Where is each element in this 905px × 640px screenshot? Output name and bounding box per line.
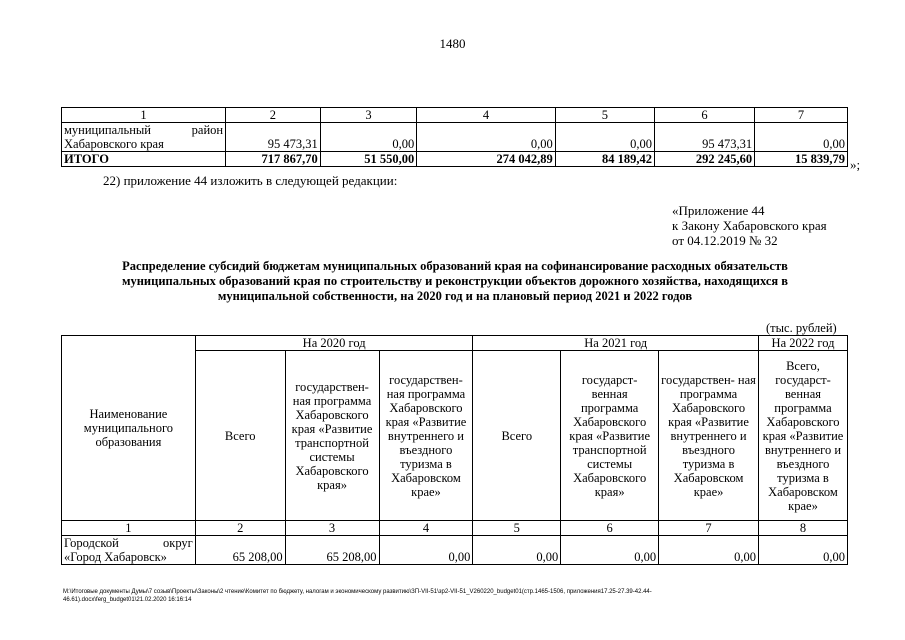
row-name-part: округ [163, 536, 193, 550]
index-row [62, 521, 848, 536]
cell-value: 65 208,00 [285, 536, 379, 565]
cell-value: 0,00 [659, 536, 759, 565]
row-name-part: Городской [64, 536, 119, 550]
footer-line: М:\Итоговые документы Думы\7 созыв\Проекты\Законы\2 чтение\Комитет по бюджету, налогам и экономическому развитию\ЗП-VII-51\зр2-VII-51_V260220_budget01(стр.1465-1506, приложения17.25-27.39-42.44- [63, 589, 652, 595]
row-name-line: «Город Хабаровск» [64, 550, 167, 564]
file-path-footer [63, 588, 853, 604]
col-index: 6 [561, 521, 659, 536]
appendix-line: от 04.12.2019 № 32 [672, 233, 778, 248]
cell-value: 0,00 [755, 123, 848, 152]
program-header: государствен- ная программа Хабаровского края «Развитие транспортной системы Хабаровского края» [285, 351, 379, 521]
row-name [62, 536, 196, 565]
cell-value: 0,00 [758, 536, 847, 565]
total-value: 84 189,42 [555, 152, 654, 167]
subsidy-table [61, 335, 848, 565]
col-index: 8 [758, 521, 847, 536]
title-line: Распределение субсидий бюджетам муниципальных образований края на софинансирование расходных обязательств [122, 259, 788, 273]
year-2021-header: На 2021 год [473, 336, 759, 351]
cell-value: 0,00 [473, 536, 561, 565]
col-index: 5 [555, 108, 654, 123]
cell-value: 0,00 [417, 123, 555, 152]
appendix-line: «Приложение 44 [672, 203, 765, 218]
total-row [62, 152, 848, 167]
closing-quote: »; [850, 157, 861, 172]
instruction-text: 22) приложение 44 изложить в следующей редакции: [103, 173, 398, 188]
program-header: государствен- ная программа Хабаровского края «Развитие внутреннего и въездного туризма в Хабаровском крае» [379, 351, 473, 521]
total-label: ИТОГО [62, 152, 226, 167]
continuation-table [61, 107, 848, 167]
row-name [62, 123, 226, 152]
row-name-line: Хабаровского края [64, 137, 164, 151]
col-index: 7 [659, 521, 759, 536]
cell-value: 95 473,31 [654, 123, 754, 152]
total-value: 15 839,79 [755, 152, 848, 167]
total-value: 51 550,00 [320, 152, 417, 167]
row-name-part: район [191, 123, 224, 137]
total-value: 717 867,70 [226, 152, 321, 167]
program-header: государствен- ная программа Хабаровского края «Развитие внутреннего и въездного туризма в Хабаровском крае» [659, 351, 759, 521]
cell-value: 0,00 [561, 536, 659, 565]
total-header: Всего [195, 351, 285, 521]
col-index: 3 [320, 108, 417, 123]
footer-line: 46.61).docx\ferg_budget01\21.02.2020 16:16:14 [63, 597, 192, 603]
table-row [62, 123, 848, 152]
col-index: 1 [62, 521, 196, 536]
col-index: 7 [755, 108, 848, 123]
cell-value: 65 208,00 [195, 536, 285, 565]
col-index: 6 [654, 108, 754, 123]
col-index: 5 [473, 521, 561, 536]
page-number: 1480 [439, 36, 466, 51]
total-header: Всего [473, 351, 561, 521]
col-name-header: Наименование муниципального образования [62, 336, 196, 521]
total-value: 274 042,89 [417, 152, 555, 167]
program-header: Всего, государст- венная программа Хабаровского края «Развитие внутреннего и въездного туризма в Хабаровском крае» [758, 351, 847, 521]
row-name-part: муниципальный [64, 123, 151, 137]
program-header: государст- венная программа Хабаровского края «Развитие транспортной системы Хабаровского края» [561, 351, 659, 521]
total-value: 292 245,60 [654, 152, 754, 167]
document-title [70, 259, 840, 304]
title-line: муниципальных образований края по строительству и реконструкции объектов дорожного хозяйства, находящихся в [121, 274, 789, 288]
cell-value: 0,00 [555, 123, 654, 152]
col-index: 3 [285, 521, 379, 536]
col-index: 4 [379, 521, 473, 536]
cell-value: 0,00 [320, 123, 417, 152]
col-index: 1 [62, 108, 226, 123]
table-header-row [62, 108, 848, 123]
units-label: (тыс. рублей) [766, 321, 837, 335]
cell-value: 95 473,31 [226, 123, 321, 152]
table-row [62, 536, 848, 565]
title-line: муниципальной собственности, на 2020 год и на плановый период 2021 и 2022 годов [217, 289, 693, 303]
cell-value: 0,00 [379, 536, 473, 565]
col-index: 2 [195, 521, 285, 536]
year-2020-header: На 2020 год [195, 336, 473, 351]
year-2022-header: На 2022 год [758, 336, 847, 351]
appendix-line: к Закону Хабаровского края [672, 218, 827, 233]
year-header-row [62, 336, 848, 351]
col-index: 4 [417, 108, 555, 123]
col-index: 2 [226, 108, 321, 123]
appendix-reference [672, 203, 827, 248]
